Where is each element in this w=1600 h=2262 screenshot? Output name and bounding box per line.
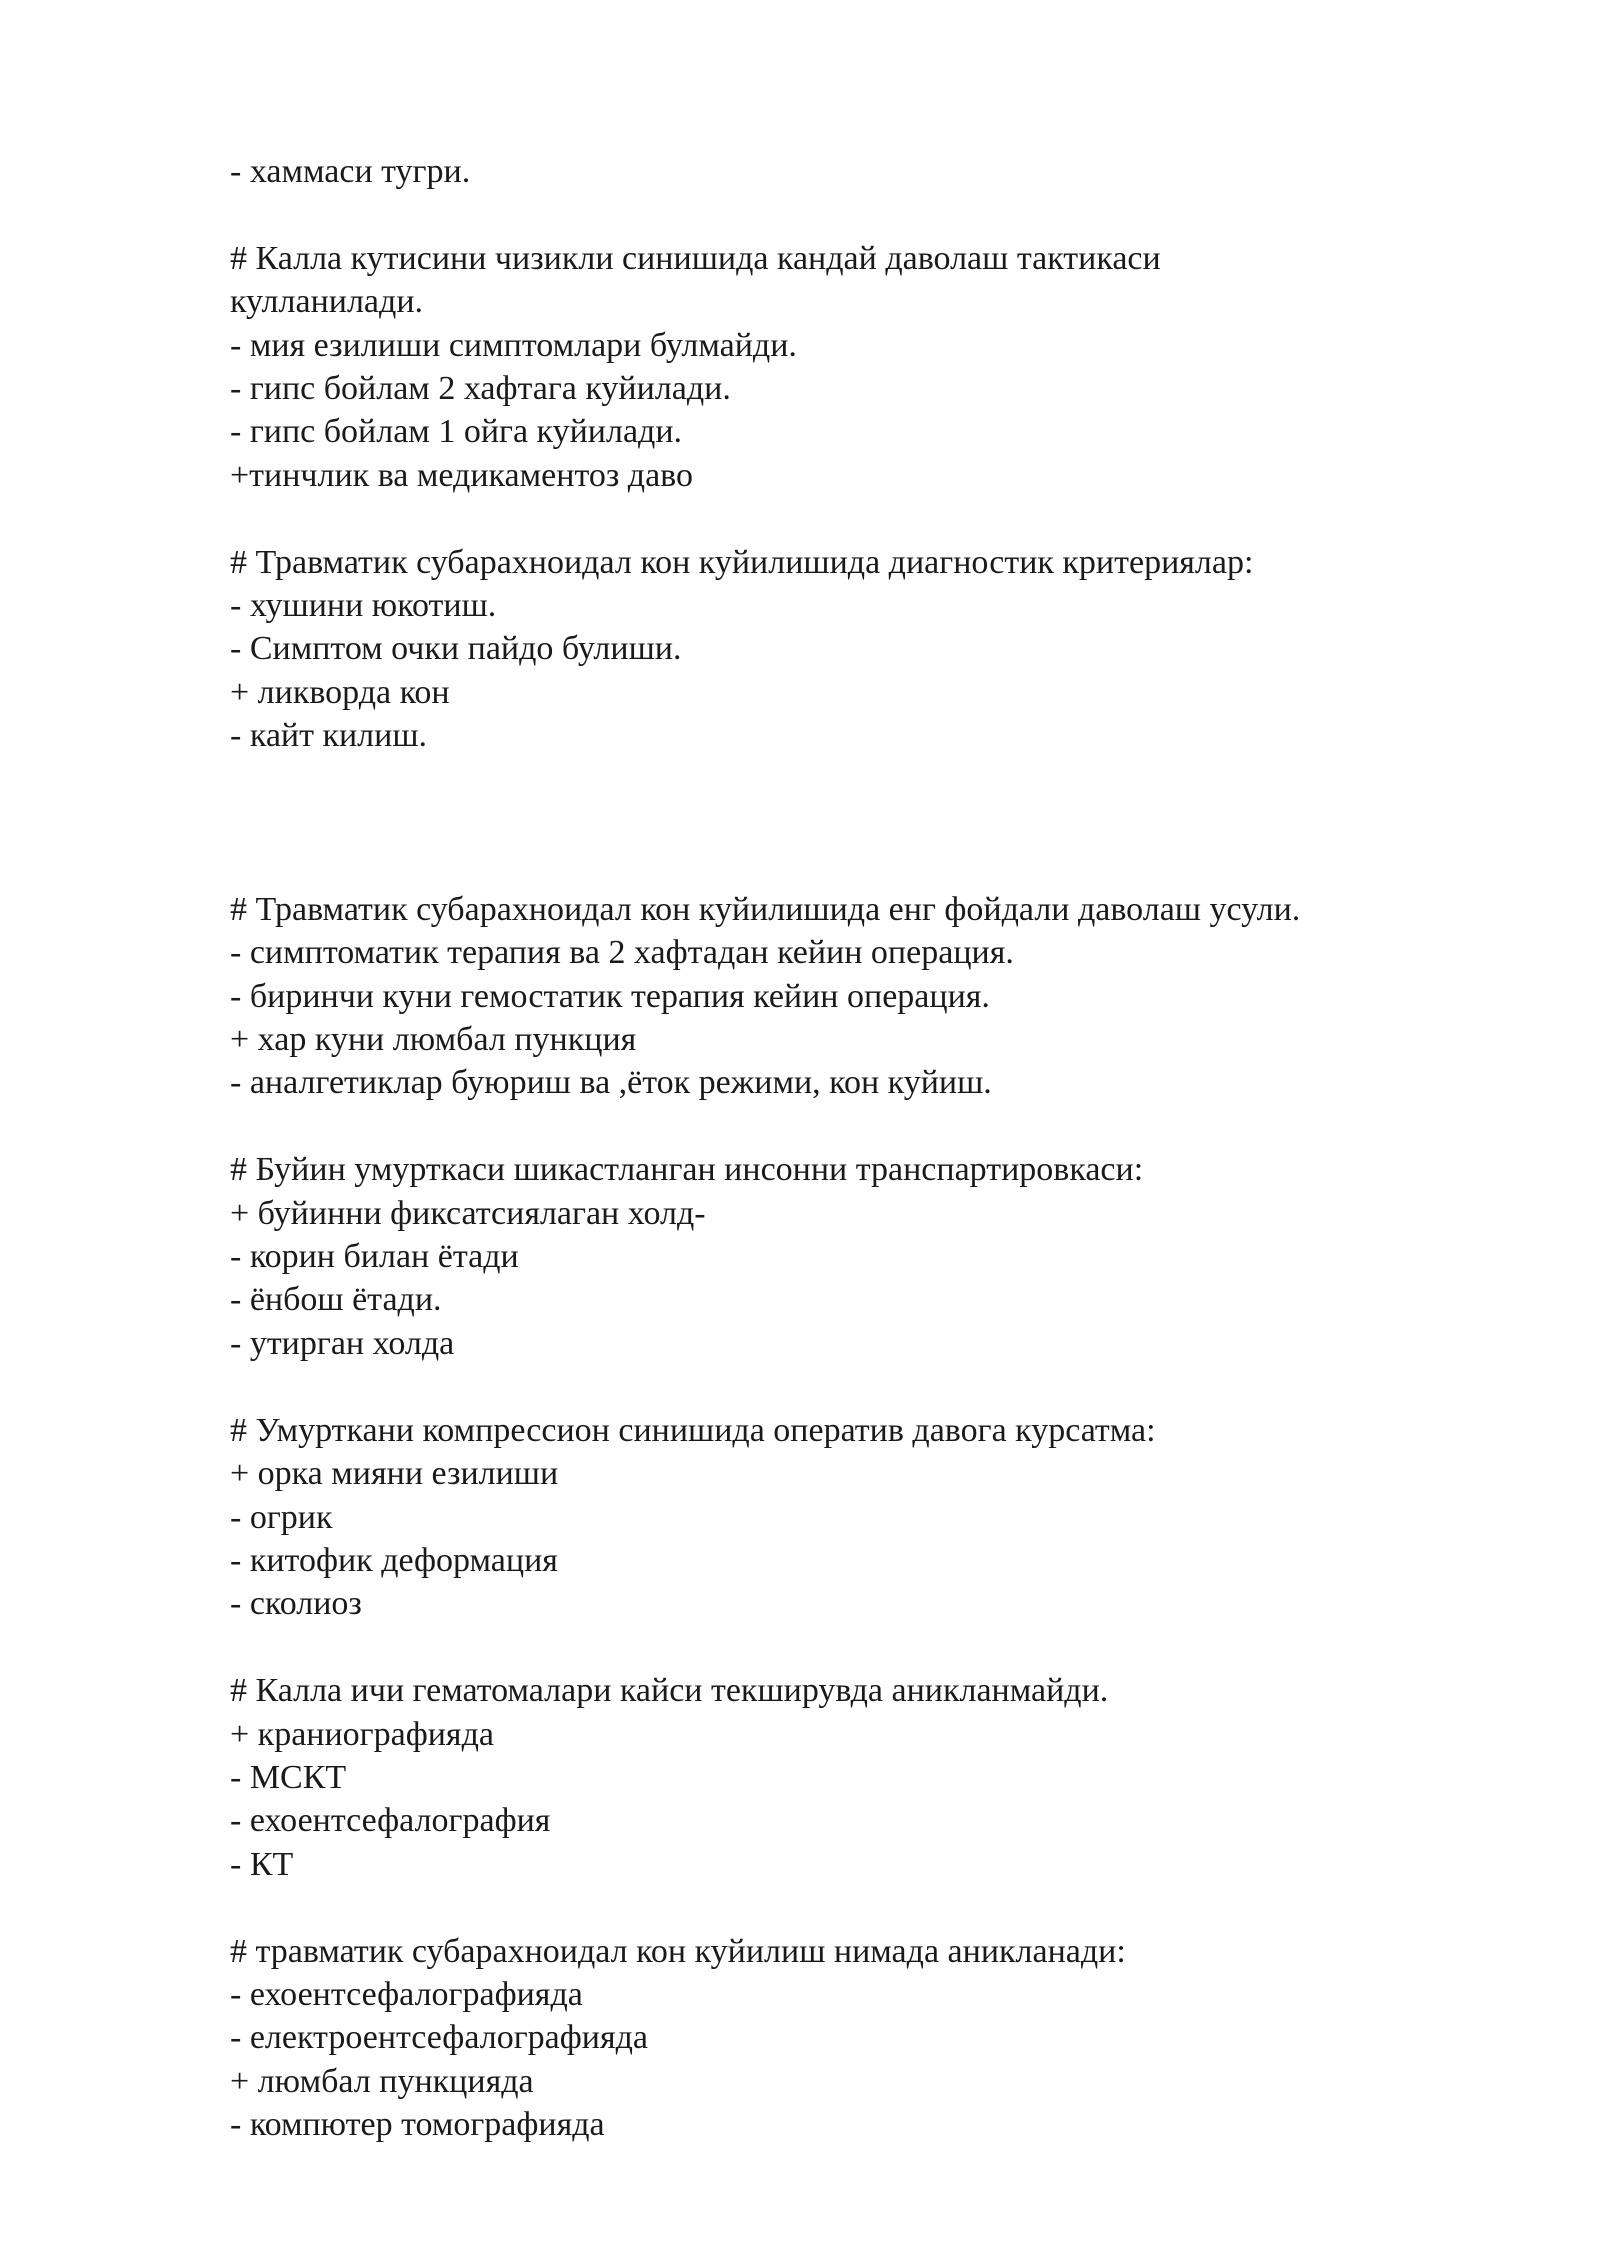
answer-option: - компютер томографияда [230,2106,605,2144]
answer-option: - кайт килиш. [230,717,428,755]
answer-option-correct: + хар куни люмбал пункция [230,1021,637,1059]
answer-option-correct: + ликворда кон [230,673,450,711]
answer-option: - китофик деформация [230,1541,558,1579]
question-text: # Калла ичи гематомалари кайси текширувда аникланмайди. [230,1672,1109,1710]
answer-option-correct: + буйинни фиксатсиялаган холд- [230,1194,706,1232]
answer-option: - ехоентсефалография [230,1802,551,1840]
answer-option-correct: + люмбал пункцияда [230,2062,534,2100]
question-text: # Умурткани компрессион синишида оператив давога курсатма: [230,1411,1156,1449]
answer-option: - ехоентсефалографияда [230,1975,583,2013]
answer-option-correct: +тинчлик ва медикаментоз даво [230,456,694,494]
document-content [230,150,1490,2147]
answer-fragment [230,150,1490,193]
answer-option: - корин билан ётади [230,1238,519,1276]
question-block-2 [230,541,1490,758]
question-block-3 [230,888,1490,1105]
question-block-5 [230,1409,1490,1626]
question-text: # Калла кутисини чизикли синишида кандай даволаш тактикаси кулланилади. [230,239,1161,321]
question-text: # Буйин умурткаси шикастланган инсонни транспартировкаси: [230,1151,1144,1189]
answer-option: - аналгетиклар буюриш ва ,ёток режими, кон куйиш. [230,1064,992,1102]
answer-option: - ёнбош ётади. [230,1281,442,1319]
question-text: # травматик субарахноидал кон куйилиш нимада аникланади: [230,1932,1126,1970]
question-block-7 [230,1930,1490,2147]
answer-option: - хаммаси тугри. [230,153,471,190]
answer-option-correct: + орка мияни езилиши [230,1455,559,1493]
answer-option-correct: + краниографияда [230,1715,494,1753]
question-block-1 [230,237,1490,497]
answer-option: - хушини юкотиш. [230,587,497,625]
answer-option: - гипс бойлам 1 ойга куйилади. [230,413,683,451]
answer-option: - КТ [230,1845,294,1883]
answer-option: - електроентсефалографияда [230,2019,648,2057]
answer-option: - МСКТ [230,1758,347,1796]
answer-option: - биринчи куни гемостатик терапия кейин операция. [230,977,990,1015]
answer-option: - гипс бойлам 2 хафтага куйилади. [230,370,731,408]
answer-option: - симптоматик терапия ва 2 хафтадан кейин операция. [230,934,1014,972]
answer-option: - мия езилиши симптомлари булмайди. [230,326,797,364]
question-block-4 [230,1148,1490,1365]
question-block-6 [230,1669,1490,1886]
answer-option: - утирган холда [230,1324,455,1362]
answer-option: - сколиоз [230,1585,362,1623]
answer-option: - огрик [230,1498,333,1536]
answer-option: - Симптом очки пайдо булиши. [230,630,682,668]
question-text: # Травматик субарахноидал кон куйилишида енг фойдали даволаш усули. [230,890,1301,928]
question-text: # Травматик субарахноидал кон куйилишида диагностик критериялар: [230,543,1254,581]
